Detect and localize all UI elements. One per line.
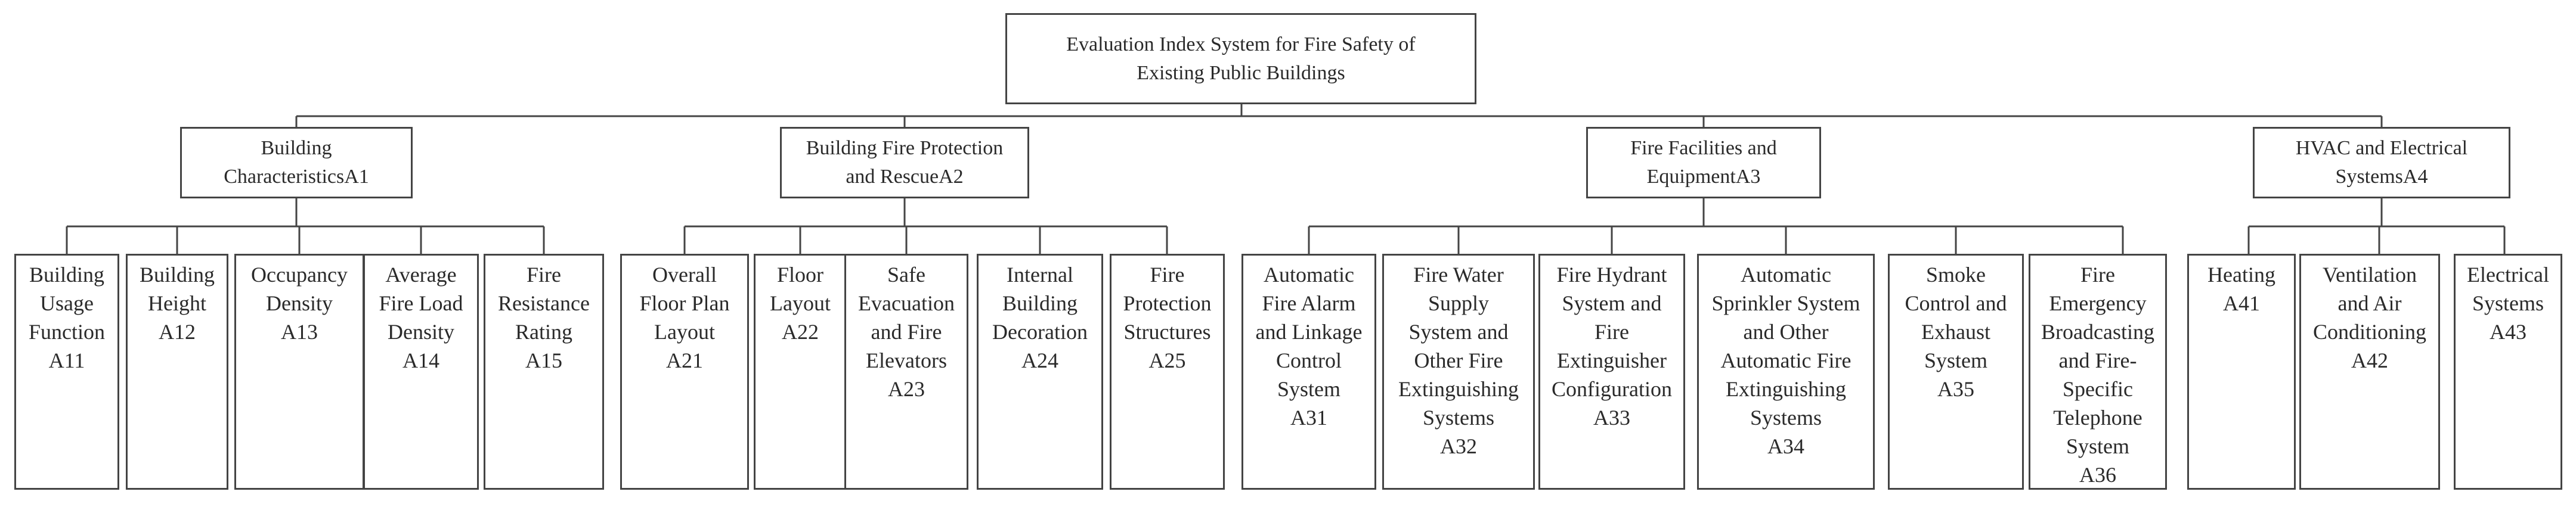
index-label-a35: Smoke Control and Exhaust System A35 [1905,263,2007,401]
index-label-a43: Electrical Systems A43 [2467,263,2549,344]
category-node-a2 [780,127,1029,198]
category-node-a4 [2253,127,2510,198]
root-label: Evaluation Index System for Fire Safety of Existing Public Buildings [1066,33,1416,84]
category-node-a3 [1586,127,1821,198]
index-node-a42 [2299,254,2440,490]
index-node-a24 [977,254,1103,490]
index-label-a42: Ventilation and Air Conditioning A42 [2312,263,2427,372]
index-node-a25 [1110,254,1225,490]
index-label-a11: Building Usage Function A11 [28,263,105,372]
index-label-a34: Automatic Sprinkler System and Other Automatic Fire Extinguishing Systems A34 [1711,263,1860,458]
index-label-a15: Fire Resistance Rating A15 [498,263,590,372]
index-node-a35 [1888,254,2024,490]
index-node-a36 [2029,254,2167,490]
index-label-a22: Floor Layout A22 [770,263,831,344]
root-node [1005,13,1476,104]
category-node-a1 [180,127,413,198]
index-node-a23 [844,254,968,490]
index-label-a13: Occupancy Density A13 [251,263,348,344]
index-node-a43 [2454,254,2562,490]
category-label-a2: Building Fire Protection and RescueA2 [806,137,1004,188]
index-node-a41 [2187,254,2296,490]
index-node-a21 [620,254,749,490]
index-label-a21: Overall Floor Plan Layout A21 [639,263,730,372]
index-label-a36: Fire Emergency Broadcasting and Fire- Specific Telephone System A36 [2041,263,2154,487]
category-label-a3: Fire Facilities and EquipmentA3 [1630,137,1777,188]
index-label-a23: Safe Evacuation and Fire Elevators A23 [858,263,955,401]
index-label-a33: Fire Hydrant System and Fire Extinguisher Configuration A33 [1552,263,1672,430]
index-label-a31: Automatic Fire Alarm and Linkage Control System A31 [1255,263,1363,430]
index-node-a13 [234,254,364,490]
index-label-a32: Fire Water Supply System and Other Fire Extinguishing Systems A32 [1398,263,1519,458]
index-node-a14 [363,254,479,490]
index-node-a11 [14,254,119,490]
index-label-a12: Building Height A12 [139,263,215,344]
index-label-a25: Fire Protection Structures A25 [1123,263,1212,372]
index-label-a41: Heating A41 [2207,263,2275,315]
category-label-a4: HVAC and Electrical SystemsA4 [2295,137,2468,188]
index-node-a22 [754,254,847,490]
category-label-a1: Building CharacteristicsA1 [224,137,369,188]
index-label-a24: Internal Building Decoration A24 [992,263,1088,372]
index-label-a14: Average Fire Load Density A14 [379,263,463,372]
index-node-a33 [1538,254,1685,490]
index-node-a31 [1241,254,1376,490]
index-node-a34 [1697,254,1875,490]
index-node-a32 [1382,254,1535,490]
index-node-a15 [484,254,604,490]
index-node-a12 [126,254,228,490]
